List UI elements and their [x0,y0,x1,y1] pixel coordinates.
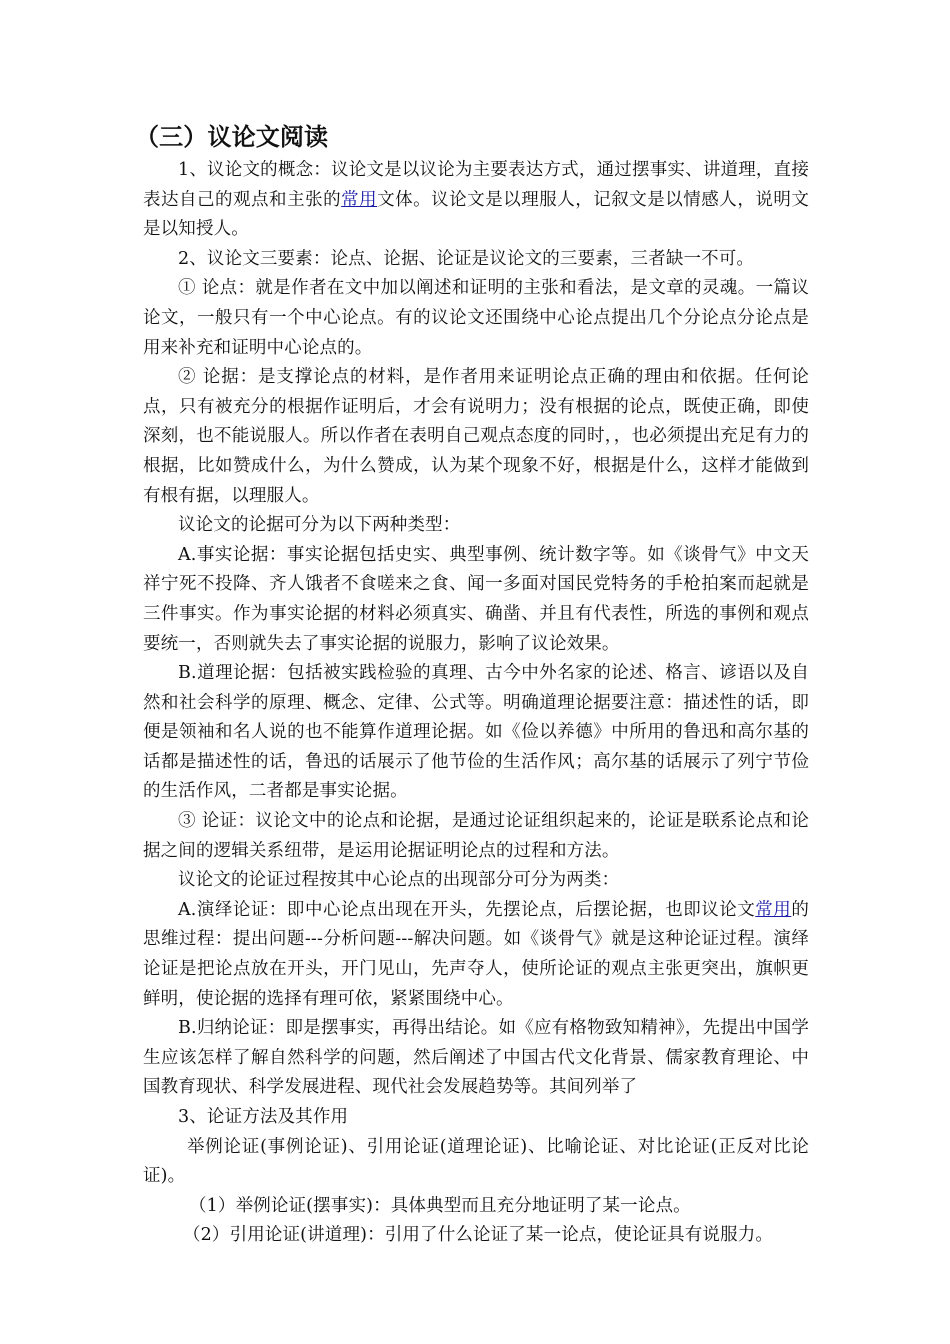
paragraph-inductive: B.归纳论证：即是摆事实，再得出结论。如《应有格物致知精神》，先提出中国学生应该怎样了解自然科学的问题，然后阐述了中国古代文化背景、儒家教育理论、中国教育现状、科学发展进程、现代社会发展趋势等。其间列举了 [143,1018,809,1098]
paragraph-deductive-text-b: 的思维过程：提出问题---分析问题---解决问题。如《谈骨气》就是这种论证过程。演绎论证是把论点放在开头，开门见山，先声夺人，使所论证的观点主张更突出，旗帜更鲜明，使论据的选择有理可依，紧紧围绕中心。 [143,899,809,1009]
link-changyong-2[interactable]: 常用 [755,899,792,920]
paragraph-three-elements: 2、议论文三要素：论点、论据、论证是议论文的三要素，三者缺一不可。 [178,248,755,269]
paragraph-methods-list: 举例论证(事例论证)、引用论证(道理论证)、比喻论证、对比论证(正反对比论证)。 [143,1136,809,1187]
paragraph-reason-evidence: B.道理论据：包括被实践检验的真理、古今中外名家的论述、格言、谚语以及自然和社会科学的原理、概念、定律、公式等。明确道理论据要注意：描述性的话，即便是领袖和名人说的也不能算作道理论据。如《俭以养德》中所用的鲁迅和高尔基的话都是描述性的话，鲁迅的话展示了他节俭的生活作风；高尔基的话展示了列宁节俭的生活作风，二者都是事实论据。 [143,663,809,802]
paragraph-methods-heading: 3、论证方法及其作用 [178,1107,349,1127]
paragraph-deductive [143,896,809,1014]
paragraph-concept-text-a: 1、议论文的概念：议论文是以议论为主要表达方式，通过摆事实、讲道理，直接表达自己的观点和主张的 [143,160,809,210]
paragraph-argument-point: ① 论点：就是作者在文中加以阐述和证明的主张和看法，是文章的灵魂。一篇议论文，一般只有一个中心论点。有的议论文还围绕中心论点提出几个分论点分论点是用来补充和证明中心论点的。 [143,278,809,358]
paragraph-concept-text-b: 文体。议论文是以理服人，记叙文是以情感人，说明文是以知授人。 [143,189,809,240]
paragraph-deductive-text-a: A.演绎论证：即中心论点出现在开头，先摆论点，后摆论据，也即议论文 [178,899,756,920]
section-title: （三）议论文阅读 [135,123,329,151]
paragraph-argumentation-types: 议论文的论证过程按其中心论点的出现部分可分为两类： [178,870,620,891]
paragraph-concept [143,156,809,245]
paragraph-argumentation: ③ 论证：议论文中的论点和论据，是通过论证组织起来的，论证是联系论点和论据之间的逻辑关系纽带，是运用论据证明论点的过程和方法。 [143,811,809,861]
paragraph-evidence: ② 论据：是支撑论点的材料，是作者用来证明论点正确的理由和依据。任何论点，只有被充分的根据作证明后，才会有说明力；没有根据的论点，既使正确，即使深刻，也不能说服人。所以作者在表明自己观点态度的同时，，也必须提出充足有力的根据，比如赞成什么，为什么赞成，认为某个现象不好，根据是什么，这样才能做到有根有据，以理服人。 [143,367,809,506]
paragraph-evidence-types: 议论文的论据可分为以下两种类型： [178,515,461,536]
link-changyong-1[interactable]: 常用 [341,189,378,210]
paragraph-quote-method: （2）引用论证(讲道理)：引用了什么论证了某一论点，使论证具有说服力。 [183,1225,774,1246]
document-body [135,120,809,1251]
paragraph-example-method: （1）举例论证(摆事实)：具体典型而且充分地证明了某一论点。 [189,1195,691,1216]
paragraph-fact-evidence: A.事实论据：事实论据包括史实、典型事例、统计数字等。如《谈骨气》中文天祥宁死不投降、齐人饿者不食嗟来之食、闻一多面对国民党特务的手枪拍案而起就是三件事实。作为事实论据的材料必须真实、确凿、并且有代表性，所选的事例和观点要统一，否则就失去了事实论据的说服力，影响了议论效果。 [143,544,809,654]
